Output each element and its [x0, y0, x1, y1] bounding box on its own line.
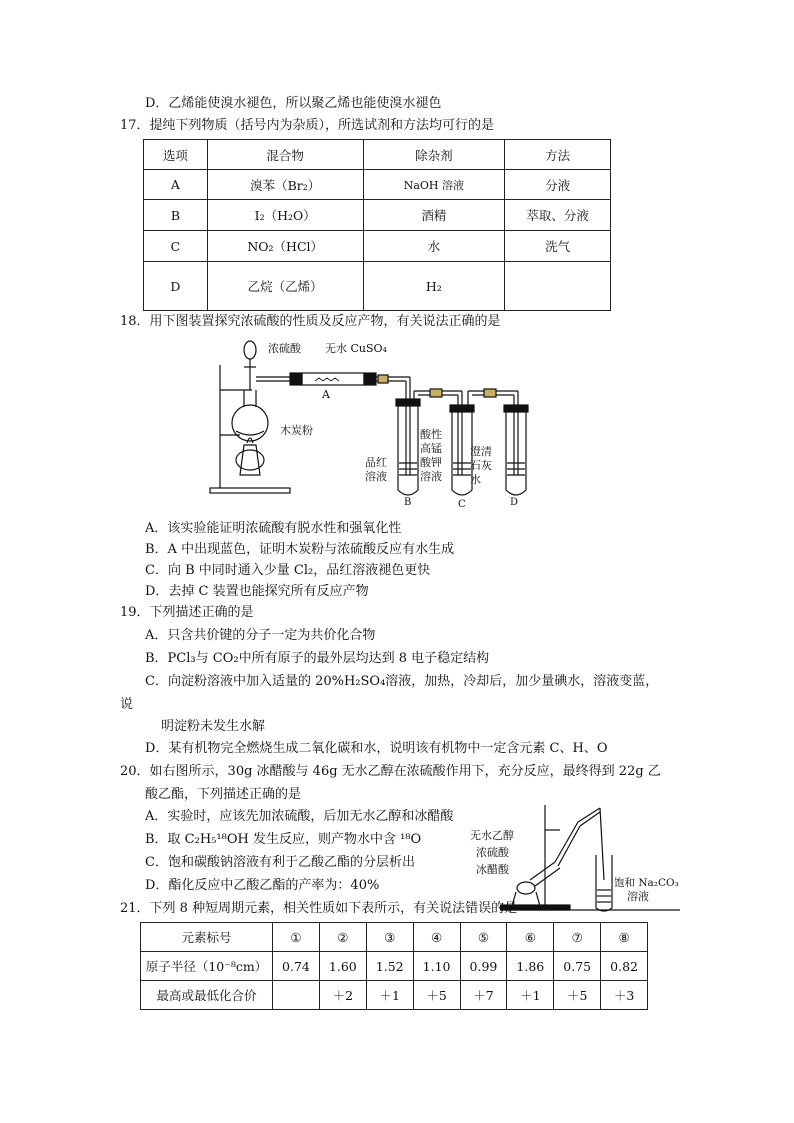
element-symbol: ⑤	[460, 923, 507, 952]
element-symbol: ⑧	[601, 923, 648, 952]
q20-option-c: C．饱和碳酸钠溶液有利于乙酸乙酯的分层析出	[145, 855, 415, 870]
element-symbol: ⑦	[554, 923, 601, 952]
q17-header: 混合物	[207, 140, 363, 170]
table-cell: D	[144, 262, 208, 311]
element-symbol: ③	[366, 923, 413, 952]
label-c: C	[458, 499, 466, 510]
q16-option-d: D．乙烯能使溴水褪色，所以聚乙烯也能使溴水褪色	[145, 96, 442, 111]
label-conc-sulfuric: 浓硫酸	[476, 846, 509, 859]
row-label: 元素标号	[141, 923, 273, 952]
q19-stem: 19．下列描述正确的是	[120, 605, 254, 620]
row-label: 最高或最低化合价	[141, 981, 273, 1010]
radius-cell: 1.52	[366, 952, 413, 981]
q20-stem: 20．如右图所示，30g 冰醋酸与 46g 无水乙醇在浓硫酸作用下，充分反应，最终得到 22g 乙	[120, 764, 661, 779]
table-row	[144, 231, 611, 262]
table-cell: NaOH 溶液	[363, 170, 505, 200]
radius-cell: 0.74	[273, 952, 320, 981]
q18-option-b: B．A 中出现蓝色，证明木炭粉与浓硫酸反应有水生成	[145, 542, 455, 557]
label-solution: 溶液	[627, 890, 649, 903]
table-cell: I₂（H₂O）	[207, 200, 363, 231]
row-label: 原子半径（10⁻⁸cm）	[141, 952, 273, 981]
element-symbol: ④	[413, 923, 460, 952]
table-cell: 萃取、分液	[505, 200, 611, 231]
radius-cell: 0.82	[601, 952, 648, 981]
table-cell: 乙烷（乙烯）	[207, 262, 363, 311]
label-kmno4-solution: 酸性 高锰 酸钾 溶液	[420, 428, 442, 483]
table-cell: H₂	[363, 262, 505, 311]
valence-cell: ＋2	[319, 981, 366, 1010]
table-cell: NO₂（HCl）	[207, 231, 363, 262]
q20-stem-cont: 酸乙酯，下列描述正确的是	[145, 787, 302, 802]
label-pink-red-solution: 品红 溶液	[365, 456, 387, 483]
q18-option-d: D．去掉 C 装置也能探究所有反应产物	[145, 584, 369, 599]
q20-option-a: A．实验时，应该先加浓硫酸，后加无水乙醇和冰醋酸	[145, 809, 454, 824]
label-sat-na2co3: 饱和 Na₂CO₃	[614, 877, 679, 889]
q17-header: 除杂剂	[363, 140, 505, 170]
valence-cell: ＋1	[366, 981, 413, 1010]
q18-option-c: C．向 B 中同时通入少量 Cl₂，品红溶液褪色更快	[145, 563, 431, 578]
q17-table	[143, 139, 611, 311]
q17-header-row	[144, 140, 611, 170]
table-cell: 溴苯（Br₂）	[207, 170, 363, 200]
table-cell: 水	[363, 231, 505, 262]
q18-stem: 18．用下图装置探究浓硫酸的性质及反应产物，有关说法正确的是	[120, 314, 501, 329]
valence-cell: ＋5	[413, 981, 460, 1010]
label-charcoal: 木炭粉	[280, 424, 313, 437]
element-symbol: ⑥	[507, 923, 554, 952]
valence-cell: ＋5	[554, 981, 601, 1010]
label-anhydrous-ethanol: 无水乙醇	[470, 829, 514, 842]
q21-table	[140, 922, 648, 1010]
q18-apparatus-diagram	[200, 335, 545, 515]
q19-option-c: C．向淀粉溶液中加入适量的 20%H₂SO₄溶液，加热，冷却后，加少量碘水，溶液变蓝，	[145, 674, 659, 689]
q19-option-c-wrap: 说	[120, 697, 134, 712]
q21-stem: 21．下列 8 种短周期元素，相关性质如下表所示，有关说法错误的是	[120, 901, 518, 916]
element-symbol: ②	[319, 923, 366, 952]
table-row	[144, 200, 611, 231]
valence-cell: ＋7	[460, 981, 507, 1010]
table-row	[144, 170, 611, 200]
table-cell: 酒精	[363, 200, 505, 231]
q19-option-c-cont: 明淀粉未发生水解	[161, 719, 266, 734]
table-cell	[505, 262, 611, 311]
table-cell: B	[144, 200, 208, 231]
radius-cell: 1.60	[319, 952, 366, 981]
q19-option-d: D．某有机物完全燃烧生成二氧化碳和水，说明该有机物中一定含元素 C、H、O	[145, 741, 608, 756]
radius-cell: 0.75	[554, 952, 601, 981]
radius-cell: 0.99	[460, 952, 507, 981]
q19-option-b: B．PCl₃与 CO₂中所有原子的最外层均达到 8 电子稳定结构	[145, 651, 490, 666]
q20-ester-apparatus-diagram	[500, 800, 680, 915]
label-anhydrous-cuso4: 无水 CuSO₄	[325, 342, 387, 355]
table-row	[144, 262, 611, 311]
valence-cell	[273, 981, 320, 1010]
label-a: A	[322, 388, 330, 401]
q17-header: 选项	[144, 140, 208, 170]
label-concentrated-acid: 浓硫酸	[268, 342, 301, 355]
element-symbol: ①	[273, 923, 320, 952]
q19-option-a: A．只含共价键的分子一定为共价化合物	[145, 628, 376, 643]
table-cell: C	[144, 231, 208, 262]
q17-stem: 17．提纯下列物质（括号内为杂质），所选试剂和方法均可行的是	[120, 118, 495, 133]
q17-header: 方法	[505, 140, 611, 170]
radius-cell: 1.86	[507, 952, 554, 981]
valence-cell: ＋3	[601, 981, 648, 1010]
q20-option-d: D．酯化反应中乙酸乙酯的产率为：40%	[145, 878, 380, 893]
table-cell: 洗气	[505, 231, 611, 262]
table-row	[141, 923, 648, 952]
q18-option-a: A．该实验能证明浓硫酸有脱水性和强氧化性	[145, 521, 402, 536]
radius-cell: 1.10	[413, 952, 460, 981]
table-row	[141, 952, 648, 981]
table-cell: 分液	[505, 170, 611, 200]
q20-option-b: B．取 C₂H₅¹⁸OH 发生反应，则产物水中含 ¹⁸O	[145, 832, 422, 847]
table-cell: A	[144, 170, 208, 200]
label-limewater: 澄清 石灰 水	[470, 445, 492, 486]
label-b: B	[404, 497, 412, 508]
valence-cell: ＋1	[507, 981, 554, 1010]
label-d: D	[510, 497, 519, 508]
table-row	[141, 981, 648, 1010]
label-glacial-acetic: 冰醋酸	[476, 863, 509, 876]
